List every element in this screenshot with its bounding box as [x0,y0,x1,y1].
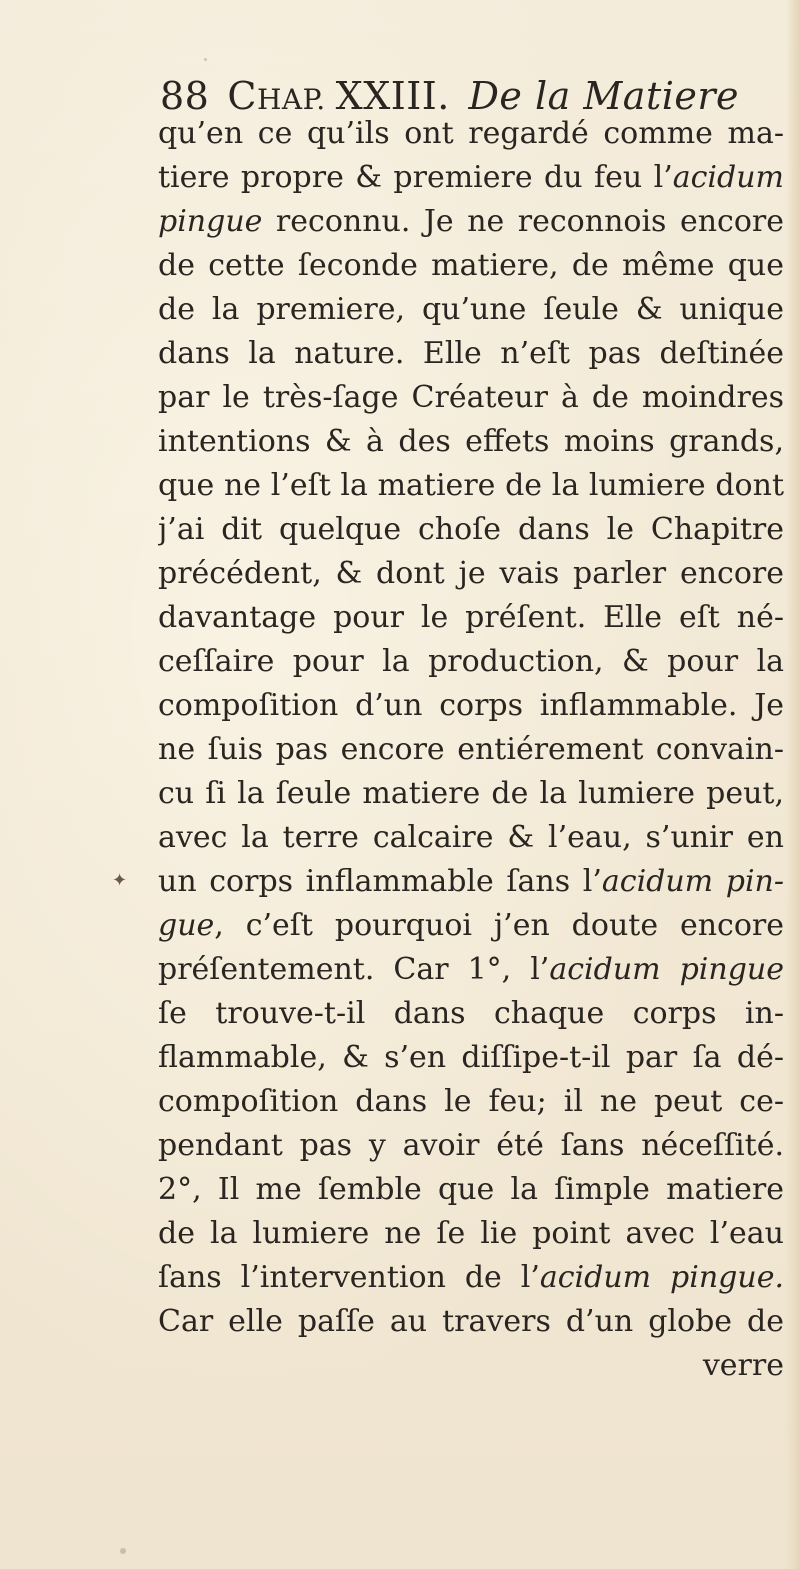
text-segment: , c’eſt pourquoi j’en doute encore [214,908,784,943]
text-segment: 2°, Il me ſemble que la ſimple matiere [158,1172,784,1207]
text-line [158,816,784,860]
text-line [158,992,784,1036]
text-segment: davantage pour le préſent. Elle eſt né- [158,600,784,635]
text-line [158,684,784,728]
text-line [158,112,784,156]
text-line [158,1168,784,1212]
italic-segment: acidum [672,160,784,195]
text-line [158,156,784,200]
text-line [158,1212,784,1256]
body-text [158,112,788,1388]
paper-spot [120,1548,126,1554]
chapter-initial: C [227,74,257,118]
text-segment: préſentement. Car 1°, l’ [158,952,550,987]
text-line [158,508,784,552]
text-segment: intentions & à des effets moins grands, [158,424,784,459]
text-segment: reconnu. Je ne reconnois encore [262,204,784,239]
chapter-number: XXIII. [335,74,450,118]
text-line [158,200,784,244]
text-segment: pendant pas y avoir été ſans néceſſité. [158,1128,784,1163]
italic-segment: pingue [158,204,263,239]
text-line [158,1256,784,1300]
text-segment: avec la terre calcaire & l’eau, s’unir en [158,820,784,855]
text-segment: Car elle paſſe au travers d’un globe de [158,1304,784,1339]
text-segment: ceſſaire pour la production, & pour la [158,644,784,679]
text-line [158,1344,784,1388]
text-line [158,860,784,904]
text-line [158,772,784,816]
text-segment: précédent, & dont je vais parler encore [158,556,784,591]
text-segment: ſe trouve-t-il dans chaque corps in- [158,996,784,1031]
text-segment: ſans l’intervention de l’ [158,1260,540,1295]
margin-ink-mark: ✦ [112,870,128,891]
italic-segment: acidum pingue. [539,1260,784,1295]
text-segment: cu ſi la ſeule matiere de la lumiere peut, [158,776,784,811]
text-line [158,1124,784,1168]
italic-segment: acidum pingue [549,952,784,987]
text-segment: j’ai dit quelque choſe dans le Chapitre [158,512,784,547]
text-segment: compoſition dans le feu; il ne peut ce- [158,1084,784,1119]
italic-segment: gue [158,908,215,943]
text-line [158,420,784,464]
text-line [158,1080,784,1124]
page-number: 88 [160,74,210,118]
section-title: De la Matiere [468,74,740,118]
text-line [158,288,784,332]
text-segment: verre [702,1348,784,1383]
text-line [158,332,784,376]
text-line [158,464,784,508]
text-line [158,376,784,420]
text-segment: compoſition d’un corps inflammable. Je [158,688,784,723]
text-line [158,640,784,684]
text-segment: que ne l’eſt la matiere de la lumiere dont [158,468,784,503]
text-segment: un corps inflammable ſans l’ [158,864,602,899]
text-line [158,244,784,288]
text-line [158,728,784,772]
chapter-label: HAP. [256,83,326,116]
text-line [158,596,784,640]
text-segment: qu’en ce qu’ils ont regardé comme ma- [158,116,784,151]
text-segment: par le très-ſage Créateur à de moindres [158,380,784,415]
text-segment: flammable, & s’en diſſipe-t-il par ſa dé- [158,1040,784,1075]
text-line [158,1300,784,1344]
text-segment: ne ſuis pas encore entiérement convain- [158,732,784,767]
italic-segment: acidum pin- [601,864,784,899]
page-edge-shadow [786,0,800,1569]
text-segment: de la premiere, qu’une ſeule & unique [158,292,784,327]
text-line [158,1036,784,1080]
text-segment: de la lumiere ne ſe lie point avec l’eau [158,1216,784,1251]
paper-spot [204,58,207,61]
text-segment: de cette ſeconde matiere, de même que [158,248,784,283]
text-line [158,904,784,948]
text-segment: dans la nature. Elle n’eſt pas deſtinée [158,336,784,371]
text-line [158,948,784,992]
text-segment: tiere propre & premiere du feu l’ [158,160,673,195]
text-line [158,552,784,596]
